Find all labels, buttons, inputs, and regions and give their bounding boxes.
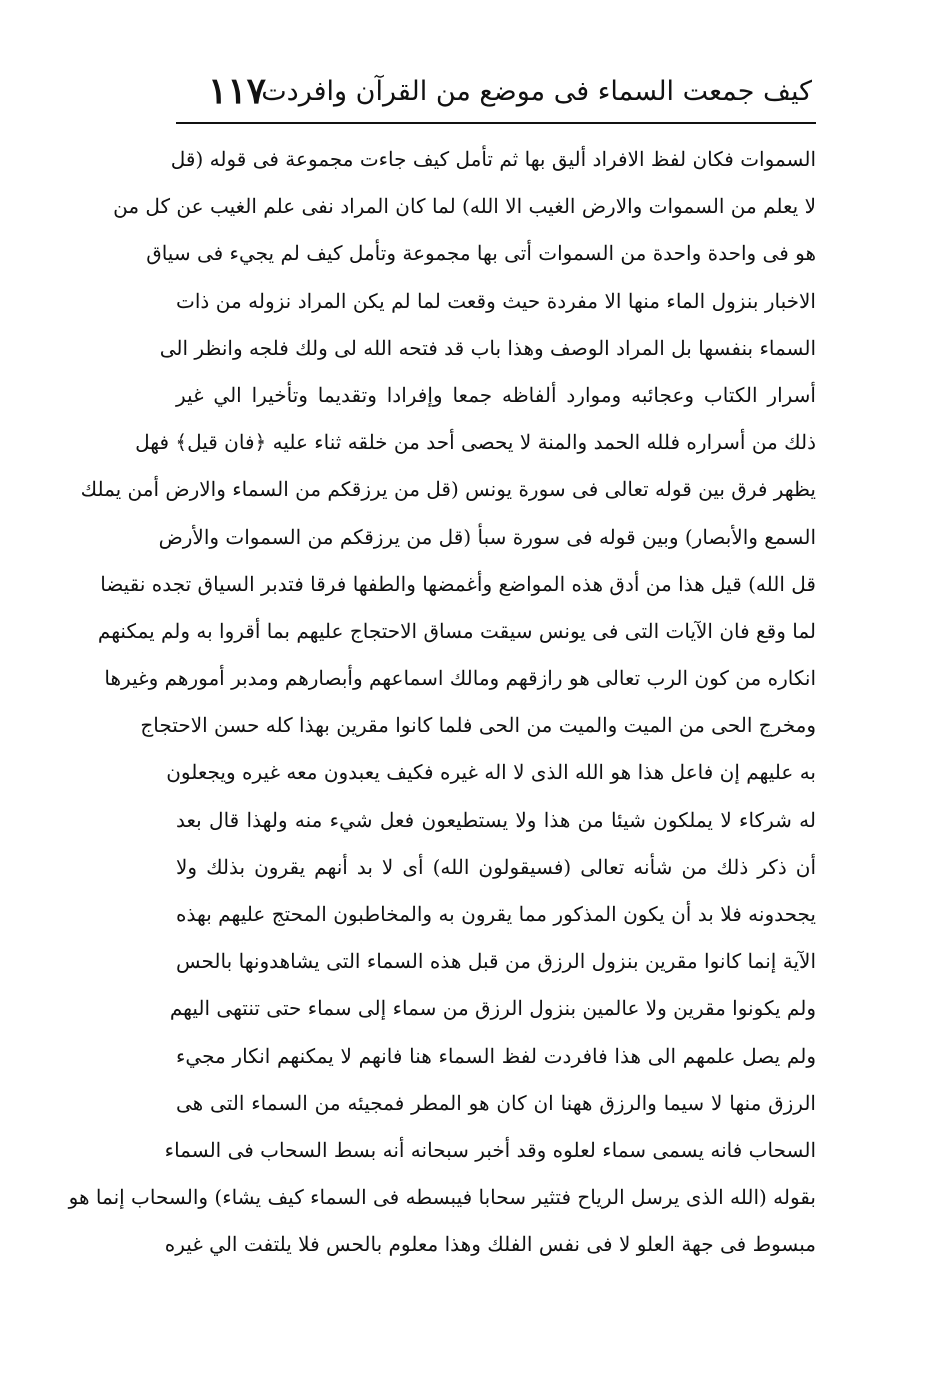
text-line: الرزق منها لا سيما والرزق ههنا ان كان هو المطر فمجيئه من السماء التى هى: [176, 1090, 816, 1115]
text-line: ذلك من أسراره فلله الحمد والمنة لا يحصى أحد من خلقه ثناء عليه ﴿فان قيل﴾ فهل: [135, 430, 816, 455]
text-line: السمع والأبصار) وبين قوله فى سورة سبأ (قل من يرزقكم من السموات والأرض: [158, 524, 816, 549]
text-line: الآية إنما كانوا مقرين بنزول الرزق من قبل هذه السماء التى يشاهدونها بالحس: [176, 949, 816, 974]
text-line: السماء بنفسها بل المراد الوصف وهذا باب قد فتحه الله لى ولك فلجه وانظر الى: [159, 335, 816, 360]
text-line: به عليهم إن فاعل هذا هو الله الذى لا اله غيره فكيف يعبدون معه غيره ويجعلون: [166, 760, 816, 785]
text-line: يجحدونه فلا بد أن يكون المذكور مما يقرون به والمخاطبون المحتج عليهم بهذه: [176, 902, 816, 926]
page-number: ١١٧: [208, 70, 267, 112]
running-title: كيف جمعت السماء فى موضع من القرآن وافردت: [261, 76, 812, 107]
text-line: ومخرج الحى من الميت والميت من الحى فلما كانوا مقرين بهذا كله حسن الاحتجاج: [140, 713, 816, 738]
text-line: ولم يكونوا مقرين ولا عالمين بنزول الرزق من سماء إلى سماء حتى تنتهى اليهم: [169, 996, 816, 1021]
page-header: [178, 70, 812, 122]
text-line: مبسوط فى جهة العلو لا فى نفس الفلك وهذا معلوم بالحس فلا يلتفت الي غيره: [164, 1232, 816, 1257]
text-line: بقوله (الله الذى يرسل الرياح فتثير سحابا فيبسطه فى السماء كيف يشاء) والسحاب إنما هو: [68, 1185, 816, 1210]
text-line: أن ذكر ذلك من شأنه تعالى (فسيقولون الله) أى لا بد أنهم يقرون بذلك ولا: [176, 854, 816, 879]
text-line: هو فى واحدة واحدة من السموات أتى بها مجموعة وتأمل كيف لم يجيء فى سياق: [146, 241, 816, 266]
text-line: قل الله) قيل هذا من أدق هذه المواضع وأغمضها والطفها فرقا فتدبر السياق تجده نقيضا: [100, 571, 816, 596]
text-line: له شركاء لا يملكون شيئا من هذا ولا يستطيعون فعل شيء منه ولهذا قال بعد: [176, 807, 816, 832]
text-line: لا يعلم من السموات والارض الغيب الا الله) لما كان المراد نفى علم الغيب عن كل من: [113, 194, 816, 219]
text-line: أسرار الكتاب وعجائبه وموارد ألفاظه جمعا وإفرادا وتقديما وتأخيرا الي غير: [176, 382, 816, 407]
text-line: انكاره من كون الرب تعالى هو رازقهم ومالك اسماعهم وأبصارهم ومدبر أمورهم وغيرها: [104, 666, 816, 691]
text-line: لما وقع فان الآيات التى فى يونس سيقت مساق الاحتجاج عليهم بما أقروا به ولم يمكنهم: [97, 618, 816, 643]
text-line: ولم يصل علمهم الى هذا فافردت لفظ السماء هنا فانهم لا يمكنهم انكار مجيء: [176, 1043, 816, 1068]
text-line: الاخبار بنزول الماء منها الا مفردة حيث وقعت لما لم يكن المراد نزوله من ذات: [176, 288, 816, 313]
body-text: [68, 136, 816, 1269]
text-line: يظهر فرق بين قوله تعالى فى سورة يونس (قل من يرزقكم من السماء والارض أمن يملك: [80, 477, 816, 502]
text-line: السموات فكان لفظ الافراد أليق بها ثم تأمل كيف جاءت مجموعة فى قوله (قل: [170, 147, 816, 171]
header-rule: [176, 122, 816, 124]
text-line: السحاب فانه يسمى سماء لعلوه وقد أخبر سبحانه أنه بسط السحاب فى السماء: [164, 1137, 816, 1162]
